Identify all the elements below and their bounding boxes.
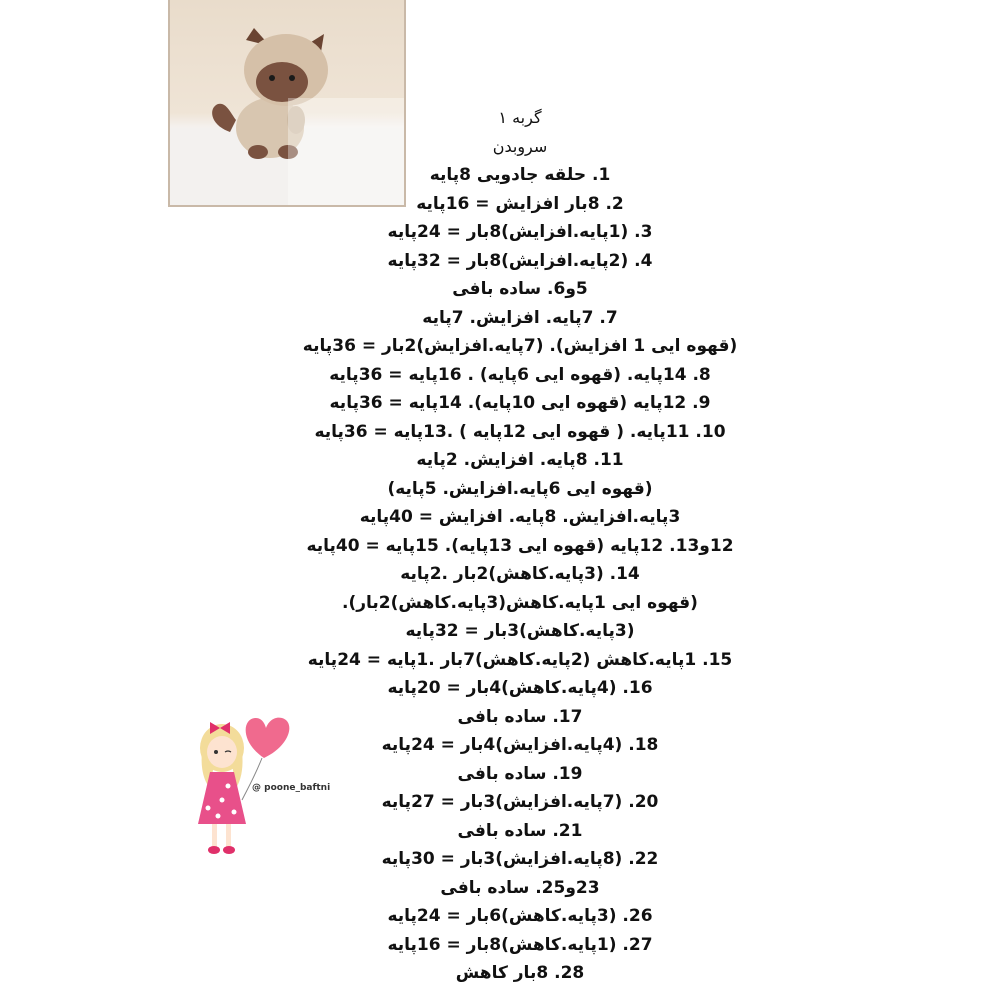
pattern-row: 9. 12پایه (قهوه ایی 10پایه). 14پایه = 36پایه (329, 393, 711, 413)
pattern-row: (قهوه ایی 1 افزایش). (7پایه.افزایش)2بار = 36پایه (302, 336, 738, 356)
pattern-row: 16. (4پایه.کاهش)4بار = 20پایه (387, 678, 653, 698)
pattern-row: 26. (3پایه.کاهش)6بار = 24پایه (387, 906, 653, 926)
pattern-row: 12و13. 12پایه (قهوه ایی 13پایه). 15پایه = 40پایه (306, 535, 734, 556)
pattern-row: 27. (1پایه.کاهش)8بار = 16پایه (387, 934, 653, 955)
pattern-row: 28. 8بار کاهش (455, 963, 585, 983)
pattern-row: 3. (1پایه.افزایش)8بار = 24پایه (387, 222, 653, 242)
pattern-row: 1. حلقه جادویی 8پایه (429, 165, 611, 185)
cat-tail (212, 104, 236, 132)
pattern-row: 23و25. ساده بافی (440, 877, 600, 898)
pattern-row: 5و6. ساده بافی (452, 279, 588, 299)
pattern-subtitle: سروبدن (492, 136, 548, 156)
pattern-row: 18. (4پایه.افزایش)4بار = 24پایه (381, 735, 659, 755)
pattern-row: 20. (7پایه.افزایش)3بار = 27پایه (381, 792, 659, 812)
pattern-row: 2. 8بار افزایش = 16پایه (416, 193, 624, 214)
heart-balloon-icon (246, 718, 290, 758)
pattern-row: (3پایه.کاهش)3بار = 32پایه (405, 621, 635, 641)
cat-eye-left (269, 75, 275, 81)
pattern-row: (قهوه ایی 1پایه.کاهش(3پایه.کاهش)2بار). (342, 592, 698, 613)
pattern-title: گربه ۱ (498, 108, 542, 127)
watermark-handle: @ poone_baftni (252, 783, 331, 793)
pattern-row: 15. 1پایه.کاهش (2پایه.کاهش)7بار .1پایه = 24پایه (307, 649, 733, 670)
pattern-row: 4. (2پایه.افزایش)8بار = 32پایه (387, 250, 653, 271)
pattern-row: 21. ساده بافی (457, 820, 583, 841)
pattern-row: 11. 8پایه. افزایش. 2پایه (416, 450, 624, 470)
pattern-row: 10. 11پایه. ( قهوه ایی 12پایه ) .13پایه = 36پایه (314, 421, 726, 442)
pattern-row: 14. (3پایه.کاهش)2بار .2پایه (400, 564, 640, 584)
pattern-row: 22. (8پایه.افزایش)3بار = 30پایه (381, 849, 659, 869)
doll-face (207, 736, 237, 768)
pattern-row: (قهوه ایی 6پایه.افزایش. 5پایه) (387, 478, 653, 499)
pattern-row: 7. 7پایه. افزایش. 7پایه (422, 307, 618, 328)
cat-eye-right (289, 75, 295, 81)
pattern-row: 19. ساده بافی (457, 763, 583, 784)
pattern-row: 3پایه.افزایش. 8پایه. افزایش = 40پایه (359, 507, 681, 527)
cat-face-mask (256, 62, 308, 102)
pattern-row: 17. ساده بافی (457, 706, 583, 727)
pattern-row: 8. 14پایه. (قهوه ایی 6پایه) . 16پایه = 36پایه (329, 364, 711, 385)
